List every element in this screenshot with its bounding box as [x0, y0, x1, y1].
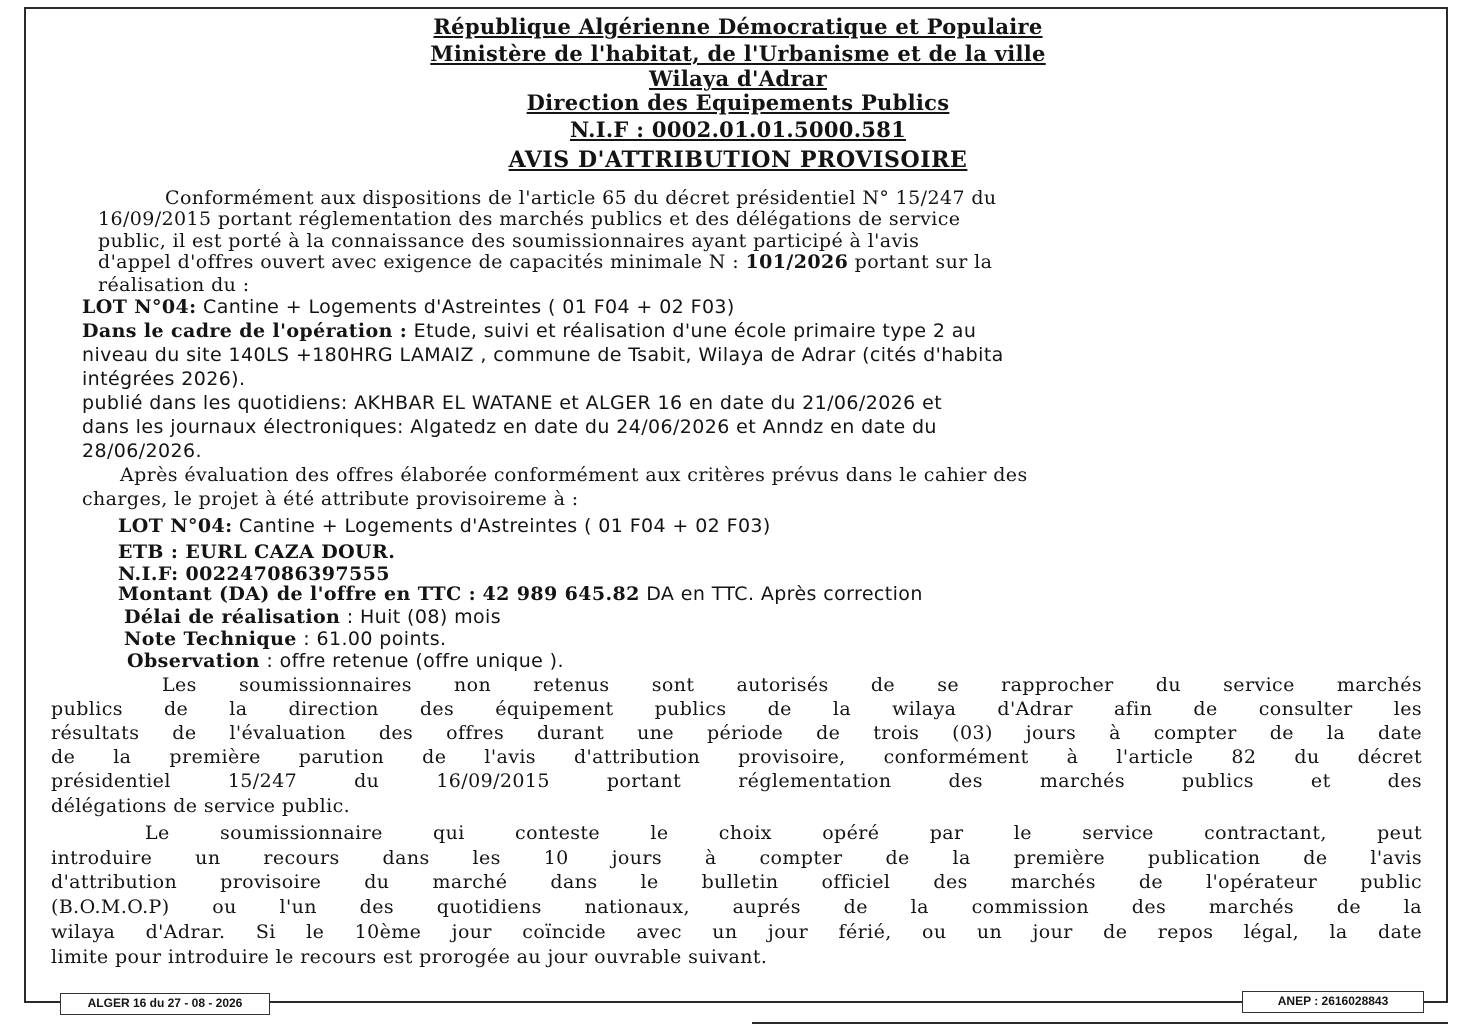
non-retained-line-4: de la première parution de l'avis d'attribution provisoire, conformément à l'article 82 du décret — [51, 746, 1422, 768]
recourse-line-3: d'attribution provisoire du marché dans le bulletin officiel des marchés de l'opérateur public — [51, 871, 1422, 893]
header-wilaya: Wilaya d'Adrar — [649, 66, 827, 91]
award-obs-text: : offre retenue (offre unique ). — [266, 650, 564, 672]
non-retained-line-3: résultats de l'évaluation des offres durant une période de trois (03) jours à compter de la date — [51, 722, 1422, 744]
award-observation — [127, 650, 564, 673]
intro-line-1: Conformément aux dispositions de l'article 65 du décret présidentiel N° 15/247 du — [165, 187, 997, 209]
recourse-line-1: Le soumissionnaire qui conteste le choix opéré par le service contractant, peut — [145, 822, 1422, 844]
award-delay — [124, 606, 501, 629]
recourse-line-5: wilaya d'Adrar. Si le 10ème jour coïncide avec un jour férié, ou un jour de repos légal, la date — [51, 921, 1422, 943]
award-lot-text: Cantine + Logements d'Astreintes ( 01 F04 + 02 F03) — [239, 515, 771, 537]
award-note-text: : 61.00 points. — [303, 628, 447, 650]
header-direction: Direction des Equipements Publics — [526, 90, 950, 115]
operation-label: Dans le cadre de l'opération : — [82, 320, 408, 342]
award-lot-label: LOT N°04: — [118, 515, 233, 537]
intro-line-4a: d'appel d'offres ouvert avec exigence de capacités minimale N : — [98, 251, 740, 273]
newspaper-reference: ALGER 16 du 27 - 08 - 2026 — [60, 993, 270, 1015]
intro-line-4b: portant sur la — [854, 251, 993, 273]
publication-line-3: 28/06/2026. — [82, 440, 202, 462]
operation-text-1: Etude, suivi et réalisation d'une école primaire type 2 au — [413, 320, 977, 342]
award-note-label: Note Technique — [124, 628, 297, 650]
header-nif: N.I.F : 0002.01.01.5000.581 — [569, 117, 907, 142]
non-retained-line-6: délégations de service public. — [51, 795, 351, 817]
intro-line-2: 16/09/2015 portant réglementation des marchés publics et des délégations de service — [98, 208, 961, 230]
publication-line-2: dans les journaux électroniques: Algatedz en date du 24/06/2026 et Anndz en date du — [82, 416, 937, 438]
non-retained-line-1: Les soumissionnaires non retenus sont autorisés de se rapprocher du service marchés — [162, 674, 1422, 696]
award-amount-label: Montant (DA) de l'offre en TTC : — [118, 583, 477, 605]
intro-line-4 — [98, 251, 1378, 274]
operation-line-2: niveau du site 140LS +180HRG LAMAIZ , commune de Tsabit, Wilaya de Adrar (cités d'habita — [82, 344, 1004, 366]
intro-line-3: public, il est porté à la connaissance des soumissionnaires ayant participé à l'avis — [98, 230, 920, 252]
lot-text: Cantine + Logements d'Astreintes ( 01 F04 + 02 F03) — [203, 296, 735, 318]
tender-number: 101/2026 — [745, 251, 849, 273]
recourse-line-2: introduire un recours dans les 10 jours à compter de la première publication de l'avis — [51, 847, 1422, 869]
evaluation-line-2: charges, le projet à été attribute provisoireme à : — [82, 488, 579, 510]
bottom-rule — [752, 1022, 1448, 1024]
award-amount — [118, 583, 923, 606]
award-note — [124, 628, 447, 651]
lot-line — [82, 296, 735, 319]
recourse-line-6: limite pour introduire le recours est prorogée au jour ouvrable suivant. — [51, 946, 768, 968]
award-lot — [118, 515, 771, 538]
anep-reference: ANEP : 2616028843 — [1242, 991, 1424, 1013]
intro-line-5: réalisation du : — [98, 274, 250, 296]
award-amount-suffix: DA en TTC. Après correction — [646, 583, 923, 605]
operation-line-1 — [82, 320, 1364, 343]
award-amount-value: 42 989 645.82 — [482, 583, 640, 605]
award-company: ETB : EURL CAZA DOUR. — [118, 541, 396, 563]
non-retained-line-5: présidentiel 15/247 du 16/09/2015 portant réglementation des marchés publics et des — [51, 770, 1422, 792]
award-delay-text: : Huit (08) mois — [346, 606, 501, 628]
evaluation-line-1: Après évaluation des offres élaborée conformément aux critères prévus dans le cahier des — [120, 464, 1028, 486]
recourse-line-4: (B.O.M.O.P) ou l'un des quotidiens nationaux, auprés de la commission des marchés de la — [51, 896, 1422, 918]
header-republic: République Algérienne Démocratique et Populaire — [433, 14, 1043, 39]
header-ministry: Ministère de l'habitat, de l'Urbanisme et de la ville — [430, 41, 1046, 66]
notice-title: AVIS D'ATTRIBUTION PROVISOIRE — [508, 147, 968, 173]
award-obs-label: Observation — [127, 650, 260, 672]
lot-label: LOT N°04: — [82, 296, 197, 318]
award-delay-label: Délai de réalisation — [124, 606, 341, 628]
award-nif: N.I.F: 002247086397555 — [118, 563, 390, 585]
non-retained-line-2: publics de la direction des équipement publics de la wilaya d'Adrar afin de consulter les — [51, 698, 1422, 720]
publication-line-1: publié dans les quotidiens: AKHBAR EL WATANE et ALGER 16 en date du 21/06/2026 et — [82, 392, 943, 414]
operation-line-3: intégrées 2026). — [82, 368, 246, 390]
